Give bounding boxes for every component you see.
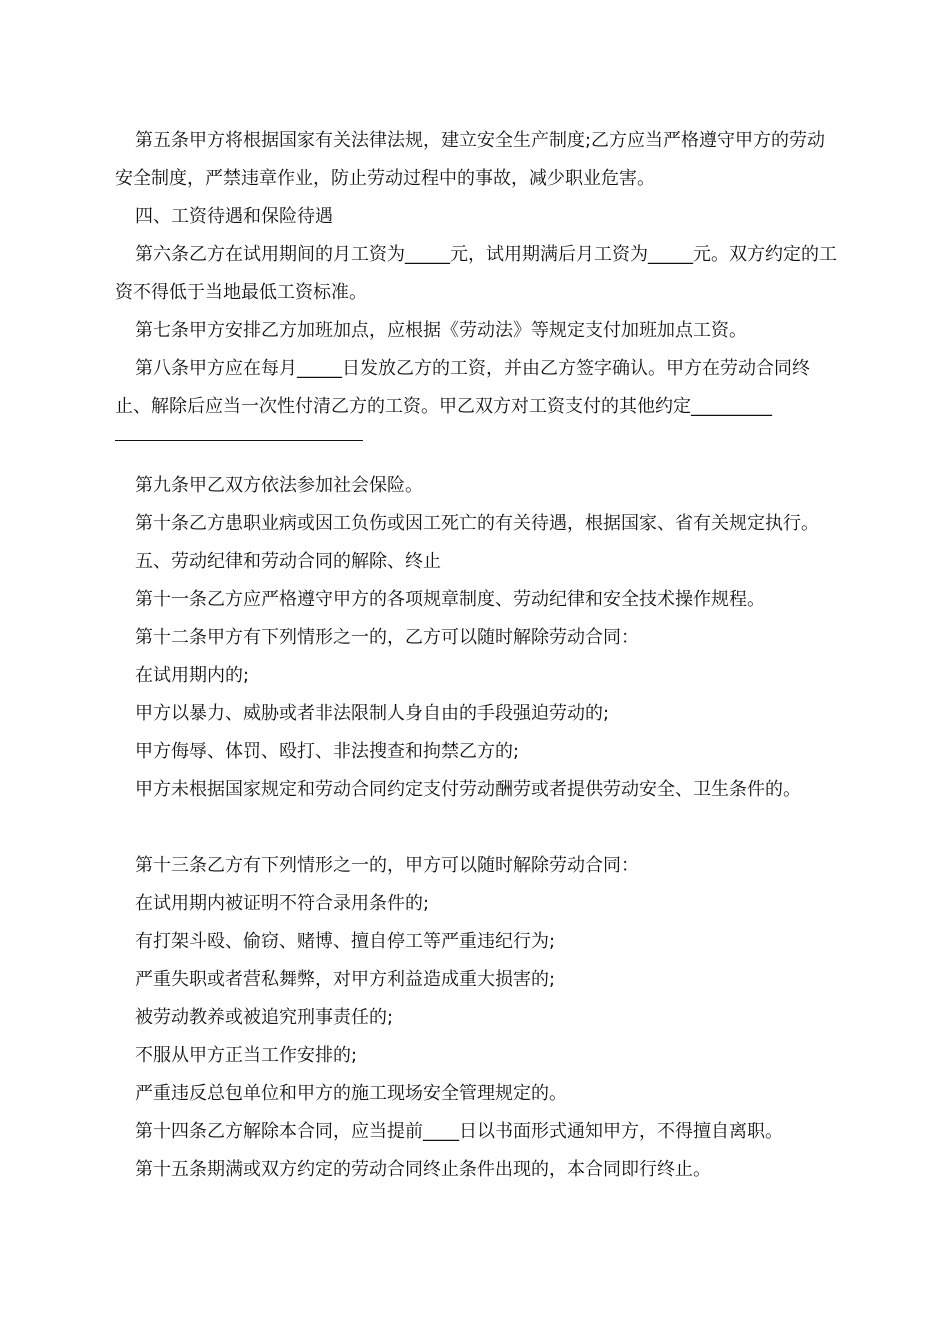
clause-12-item-3: 甲方侮辱、体罚、殴打、非法搜查和拘禁乙方的; bbox=[135, 741, 520, 762]
clause-13-item-3: 严重失职或者营私舞弊，对甲方利益造成重大损害的; bbox=[135, 969, 556, 990]
clause-12-item-1: 在试用期内的; bbox=[135, 665, 250, 686]
clause-10: 第十条乙方患职业病或因工负伤或因工死亡的有关待遇，根据国家、省有关规定执行。 bbox=[135, 513, 819, 534]
clause-9: 第九条甲乙双方依法参加社会保险。 bbox=[135, 475, 423, 496]
clause-15: 第十五条期满或双方约定的劳动合同终止条件出现的，本合同即行终止。 bbox=[135, 1159, 711, 1180]
clause-12-item-4: 甲方未根据国家规定和劳动合同约定支付劳动酬劳或者提供劳动安全、卫生条件的。 bbox=[135, 779, 801, 800]
clause-14: 第十四条乙方解除本合同，应当提前____日以书面形式通知甲方，不得擅自离职。 bbox=[135, 1121, 783, 1142]
section-heading-wages: 四、工资待遇和保险待遇 bbox=[135, 206, 333, 227]
clause-12: 第十二条甲方有下列情形之一的，乙方可以随时解除劳动合同： bbox=[135, 627, 639, 648]
clause-8: 第八条甲方应在每月_____日发放乙方的工资，并由乙方签字确认。甲方在劳动合同终止、解除后应当一次性付清乙方的工资。甲乙双方对工资支付的其他约定_________ bbox=[115, 358, 810, 417]
clause-13: 第十三条乙方有下列情形之一的，甲方可以随时解除劳动合同： bbox=[135, 855, 639, 876]
clause-13-item-6: 严重违反总包单位和甲方的施工现场安全管理规定的。 bbox=[135, 1083, 567, 1104]
clause-13-item-4: 被劳动教养或被追究刑事责任的; bbox=[135, 1007, 394, 1028]
clause-12-item-2: 甲方以暴力、威胁或者非法限制人身自由的手段强迫劳动的; bbox=[135, 703, 610, 724]
clause-13-item-1: 在试用期内被证明不符合录用条件的; bbox=[135, 893, 430, 914]
clause-7: 第七条甲方安排乙方加班加点，应根据《劳动法》等规定支付加班加点工资。 bbox=[135, 320, 747, 341]
clause-13-item-2: 有打架斗殴、偷窃、赌博、擅自停工等严重违纪行为; bbox=[135, 931, 556, 952]
clause-11: 第十一条乙方应严格遵守甲方的各项规章制度、劳动纪律和安全技术操作规程。 bbox=[135, 589, 765, 610]
section-heading-discipline: 五、劳动纪律和劳动合同的解除、终止 bbox=[135, 551, 441, 572]
document-body bbox=[115, 122, 840, 1189]
clause-5: 第五条甲方将根据国家有关法律法规，建立安全生产制度;乙方应当严格遵守甲方的劳动安全制度，严禁违章作业，防止劳动过程中的事故，减少职业危害。 bbox=[115, 130, 826, 189]
clause-6: 第六条乙方在试用期间的月工资为_____元，试用期满后月工资为_____元。双方约定的工资不得低于当地最低工资标准。 bbox=[115, 244, 837, 303]
spacer bbox=[115, 809, 840, 847]
clause-13-item-5: 不服从甲方正当工作安排的; bbox=[135, 1045, 358, 1066]
